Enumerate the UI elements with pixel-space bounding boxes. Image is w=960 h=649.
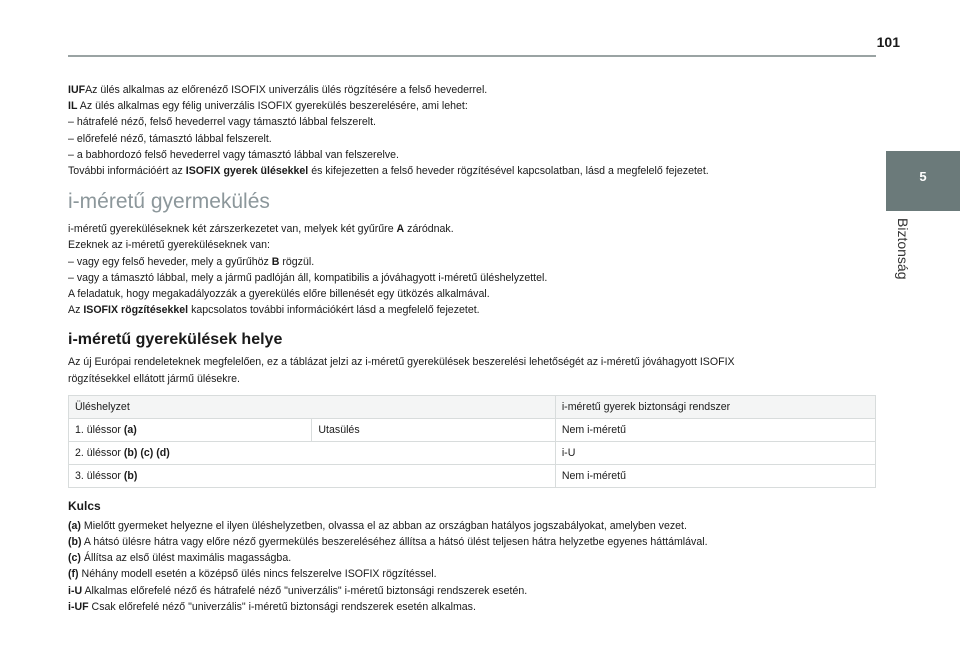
intro-iuf-text: Az ülés alkalmas az előrenéző ISOFIX univerzális ülés rögzítésére a felső hevederrel. (85, 84, 488, 96)
seat-text: 1. üléssor (75, 423, 124, 436)
section-title-i-size: i-méretű gyermekülés (68, 190, 270, 214)
key-text: Néhány modell esetén a középső ülés nincs felszerelve ISOFIX rögzítéssel. (78, 568, 437, 581)
p4-bold: ISOFIX rögzítésekkel (83, 304, 189, 317)
section1-p1 (68, 221, 876, 237)
seat-code: (a) (123, 423, 137, 436)
intro-item: – hátrafelé néző, felső hevederrel vagy támasztó lábbal felszerelt. (68, 116, 376, 129)
page-number: 101 (876, 34, 900, 50)
key-item (68, 550, 876, 566)
chapter-number: 5 (919, 169, 927, 184)
more-bold: ISOFIX gyerek ülésekkel (185, 165, 309, 178)
p1-pre: i-méretű gyereküléseknek két zárszerkezetet van, melyek két gyűrűre (68, 223, 397, 236)
key-item (68, 599, 876, 615)
intro-il (68, 98, 876, 114)
seat-text: 3. üléssor (75, 469, 124, 482)
key-code: (c) (68, 552, 81, 565)
p1-bold: A (396, 223, 405, 236)
intro-more-info (68, 163, 876, 179)
table-row (69, 418, 876, 441)
table-cell-system: Nem i-méretű (555, 464, 875, 487)
key-code: (b) (68, 536, 82, 549)
key-text: Alkalmas előrefelé néző és hátrafelé néző "univerzális" i-méretű biztonsági rendszerek esetén. (82, 584, 528, 597)
item1-pre: – vagy egy felső heveder, mely a gyűrűhöz (68, 255, 272, 268)
i-size-table (68, 395, 876, 488)
page-content (68, 82, 876, 615)
section1-p2: Ezeknek az i-méretű gyereküléseknek van: (68, 239, 270, 252)
table-cell-seat (69, 441, 556, 464)
table-cell-position: Utasülés (312, 418, 555, 441)
section1-item2: – vagy a támasztó lábbal, mely a jármű padlóján áll, kompatibilis a jóváhagyott i-méretű üléshelyzettel. (68, 271, 548, 284)
section2-desc: Az új Európai rendeleteknek megfelelően, ez a táblázat jelzi az i-méretű gyerekülések beszerelési lehetőségét az i-méretű jóváhagyott ISOFIX (68, 356, 735, 369)
section-title-i-size-locations: i-méretű gyerekülések helye (68, 331, 283, 349)
section1-p4 (68, 302, 876, 318)
table-cell-seat (69, 418, 312, 441)
more-post: és kifejezetten a felső heveder rögzítésével kapcsolatban, lásd a megfelelő fejezetet. (308, 165, 709, 178)
key-text: Mielőtt gyermeket helyezne el ilyen üléshelyzetben, olvassa el az abban az országban hatályos jogszabályokat, amelyben vezet. (80, 519, 687, 532)
table-row (69, 441, 876, 464)
key-code: (a) (68, 519, 81, 532)
seat-code: (b) (123, 469, 138, 482)
key-text: A hátsó ülésre hátra vagy előre néző gyermekülés beszereléséhez állítsa a hátsó ülést teljesen hátra helyzetbe egyenes háttámlával. (81, 536, 708, 549)
table-header-seat: Üléshelyzet (69, 395, 556, 418)
key-text: Állítsa az első ülést maximális magasságba. (80, 552, 292, 565)
key-item (68, 566, 876, 582)
seat-text: 2. üléssor (75, 446, 124, 459)
more-pre: További információért az (68, 165, 186, 178)
intro-il-text: Az ülés alkalmas egy félig univerzális ISOFIX gyerekülés beszerelésére, ami lehet: (77, 100, 468, 113)
section2-desc: rögzítésekkel ellátott jármű ülésekre. (68, 372, 240, 385)
key-code: i-U (68, 584, 83, 597)
p4-pre: Az (68, 304, 84, 317)
table-cell-system: i-U (555, 441, 875, 464)
table-cell-system: Nem i-méretű (555, 418, 875, 441)
section1-p3: A feladatuk, hogy megakadályozzák a gyerekülés előre billenését egy ütközés alkalmával. (68, 288, 490, 301)
key-item (68, 518, 876, 534)
chapter-tab[interactable] (886, 151, 960, 211)
key-text: Csak előrefelé néző "univerzális" i-méretű biztonsági rendszerek esetén alkalmas. (88, 600, 476, 613)
key-title: Kulcs (68, 498, 101, 513)
section1-item1 (68, 254, 876, 270)
item1-bold: B (271, 255, 280, 268)
seat-code: (b) (c) (d) (123, 446, 170, 459)
key-item (68, 583, 876, 599)
table-row (69, 464, 876, 487)
top-divider (68, 55, 876, 57)
p1-post: záródnak. (404, 223, 454, 236)
table-header-row (69, 395, 876, 418)
key-code: i-UF (68, 600, 89, 613)
p4-post: kapcsolatos további információkért lásd a megfelelő fejezetet. (188, 304, 480, 317)
intro-item: – a babhordozó felső hevederrel vagy támasztó lábbal van felszerelve. (68, 148, 399, 161)
table-cell-seat (69, 464, 556, 487)
code-il: IL (68, 100, 78, 113)
key-item (68, 534, 876, 550)
item1-post: rögzül. (279, 255, 315, 268)
table-header-system: i-méretű gyerek biztonsági rendszer (555, 395, 875, 418)
intro-iuf (68, 82, 876, 98)
key-code: (f) (68, 568, 79, 581)
chapter-label: Biztonság (895, 218, 911, 280)
code-iuf: IUF (68, 84, 86, 96)
intro-item: – előrefelé néző, támasztó lábbal felszerelt. (68, 132, 272, 145)
